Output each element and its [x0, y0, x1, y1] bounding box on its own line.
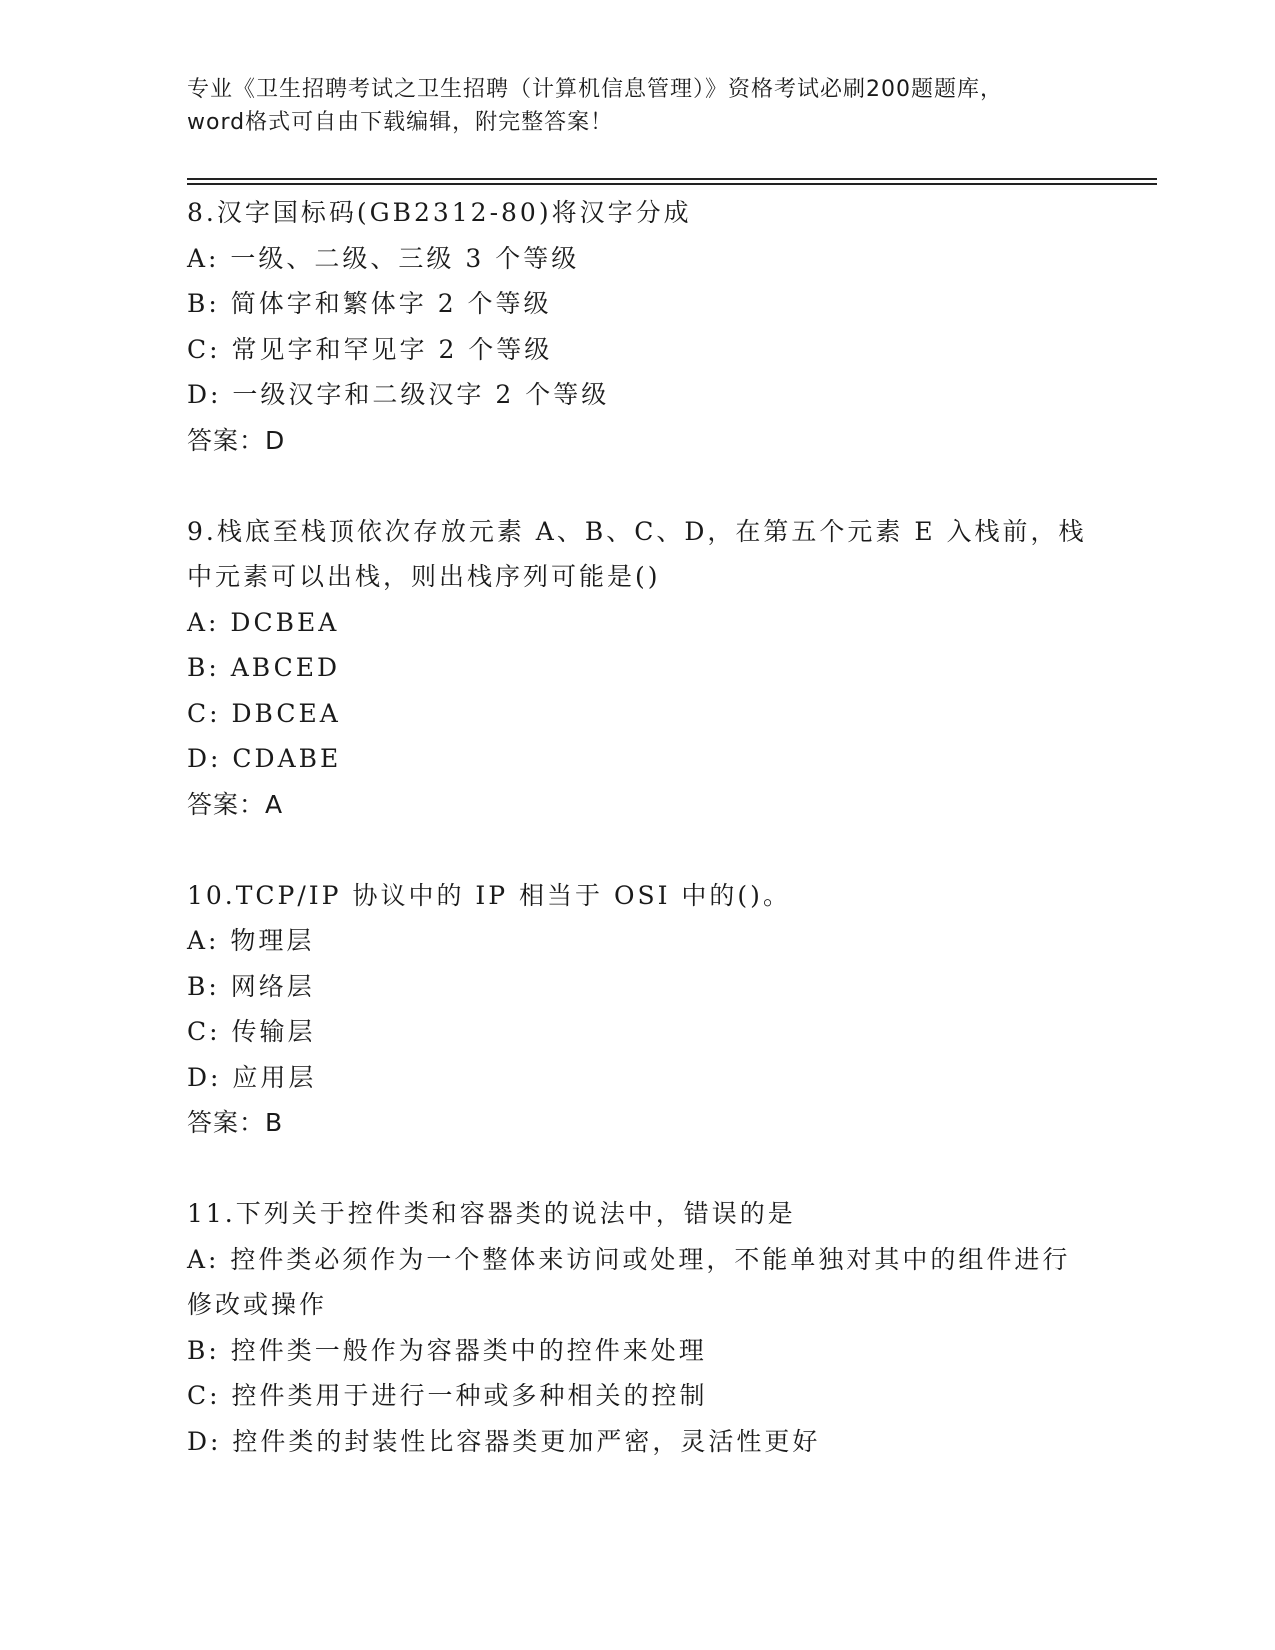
- option-a: A: 物理层: [187, 926, 315, 955]
- option-a: A: 控件类必须作为一个整体来访问或处理，不能单独对其中的组件进行修改或操作: [187, 1244, 1071, 1319]
- option-b: B: 网络层: [187, 971, 315, 1001]
- option-d: D: 控件类的封装性比容器类更加严密，灵活性更好: [187, 1426, 821, 1456]
- question-11: [187, 1191, 1087, 1464]
- question-8: [187, 190, 1087, 463]
- question-stem: 11.下列关于控件类和容器类的说法中，错误的是: [187, 1199, 796, 1228]
- header-title-line-1: 专业《卫生招聘考试之卫生招聘（计算机信息管理）》资格考试必刷200题题库，: [187, 77, 1003, 102]
- answer-label: 答案：D: [187, 425, 286, 455]
- answer-label: 答案：B: [187, 1108, 284, 1137]
- option-b: B: 简体字和繁体字 2 个等级: [187, 289, 552, 318]
- option-c: C: 传输层: [187, 1017, 316, 1046]
- question-stem: 8.汉字国标码(GB2312-80)将汉字分成: [187, 198, 692, 227]
- document-header: [187, 73, 1087, 139]
- option-d: D: CDABE: [187, 744, 342, 773]
- option-b: B: 控件类一般作为容器类中的控件来处理: [187, 1335, 707, 1365]
- option-c: C: 控件类用于进行一种或多种相关的控制: [187, 1381, 708, 1410]
- question-stem: 9.栈底至栈顶依次存放元素 A、B、C、D，在第五个元素 E 入栈前，栈中元素可以出栈，则出栈序列可能是(): [187, 516, 1087, 591]
- question-list: [187, 190, 1087, 1510]
- option-c: C: 常见字和罕见字 2 个等级: [187, 334, 553, 364]
- option-a: A: 一级、二级、三级 3 个等级: [187, 243, 580, 273]
- option-d: D: 应用层: [187, 1062, 317, 1092]
- header-title-line-2: word格式可自由下载编辑，附完整答案！: [187, 110, 614, 135]
- header-divider-bottom: [187, 183, 1157, 185]
- question-9: [187, 509, 1087, 828]
- answer-label: 答案：A: [187, 789, 284, 819]
- option-a: A: DCBEA: [187, 607, 340, 637]
- question-stem: 10.TCP/IP 协议中的 IP 相当于 OSI 中的()。: [187, 880, 791, 910]
- header-divider-top: [187, 178, 1157, 180]
- question-10: [187, 873, 1087, 1146]
- option-b: B: ABCED: [187, 653, 341, 682]
- option-d: D: 一级汉字和二级汉字 2 个等级: [187, 380, 610, 409]
- option-c: C: DBCEA: [187, 698, 341, 728]
